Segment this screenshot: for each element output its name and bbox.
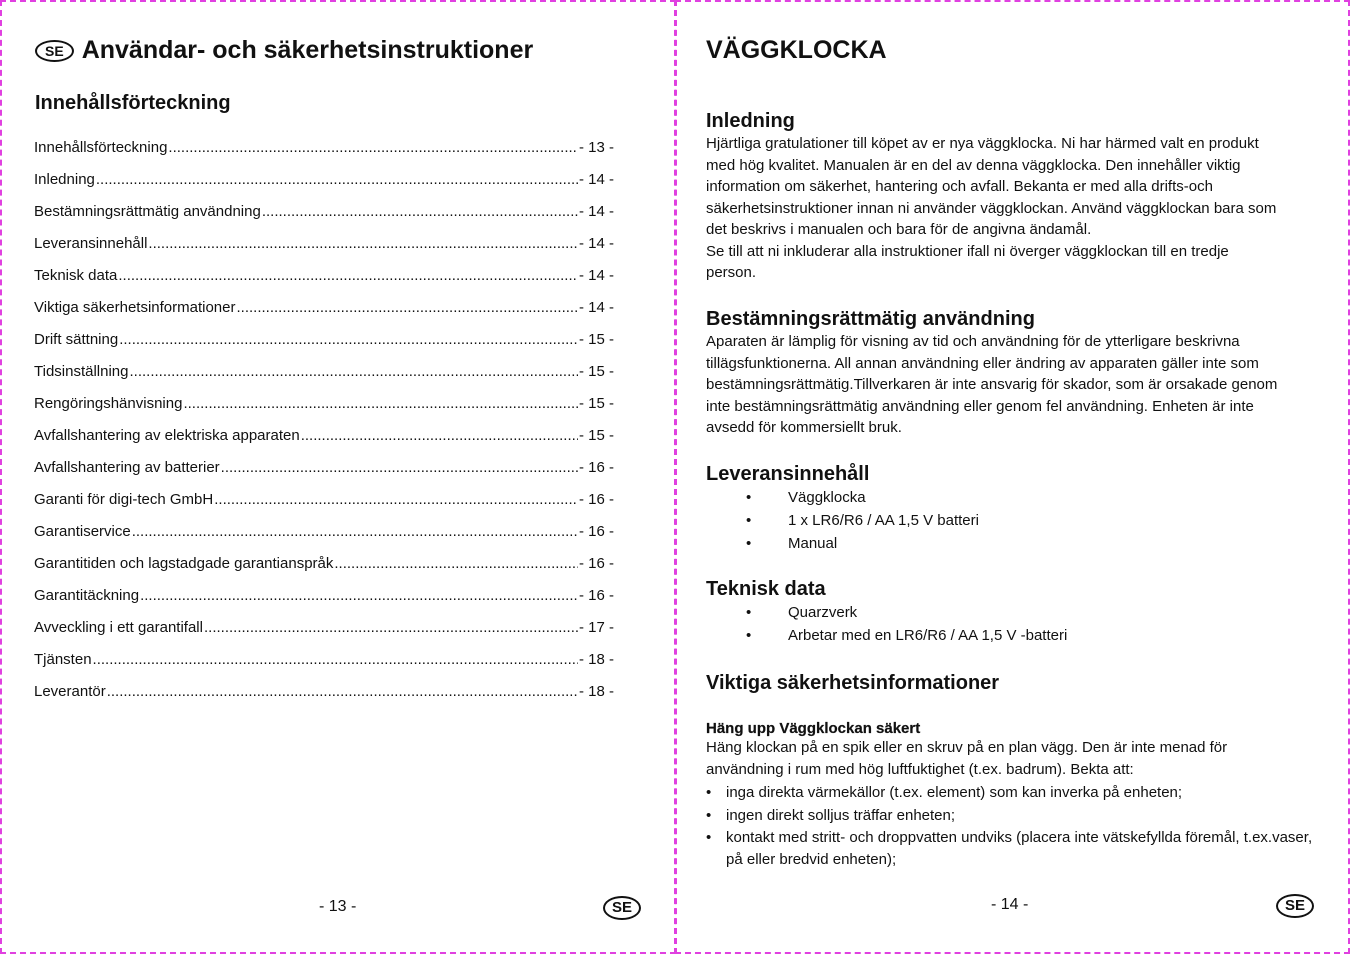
toc-entry — [34, 587, 614, 619]
toc-leader-dots — [262, 203, 578, 220]
toc-entry — [34, 523, 614, 555]
table-of-contents — [34, 139, 614, 715]
page-number: - 14 - — [991, 896, 1029, 913]
toc-entry — [34, 171, 614, 203]
toc-leader-dots — [93, 651, 578, 668]
bullet-icon: • — [746, 535, 752, 552]
list-item-text: Manual — [788, 535, 838, 552]
toc-entry-label: Leveransinnehåll — [34, 235, 148, 252]
section-inledning — [706, 110, 1318, 284]
section-text — [706, 737, 1318, 780]
list-item — [706, 509, 1318, 532]
toc-entry-label: Garantitiden och lagstadgade garantianspråk — [34, 555, 334, 572]
section-sakerhet — [706, 672, 1318, 871]
list-item-text: Väggklocka — [788, 489, 866, 506]
toc-entry-page: - 14 - — [578, 299, 614, 316]
section-heading: Leveransinnehåll — [706, 463, 870, 485]
toc-entry-page: - 17 - — [578, 619, 614, 636]
toc-entry-label: Viktiga säkerhetsinformationer — [34, 299, 236, 316]
toc-entry-page: - 15 - — [578, 331, 614, 348]
toc-entry — [34, 331, 614, 363]
toc-entry-label: Drift sättning — [34, 331, 119, 348]
section-heading: Viktiga säkerhetsinformationer — [706, 672, 1000, 694]
bullet-list — [706, 486, 1318, 555]
toc-entry-label: Leverantör — [34, 683, 106, 700]
toc-entry-page: - 14 - — [578, 171, 614, 188]
toc-leader-dots — [334, 555, 578, 572]
toc-entry-page: - 14 - — [578, 267, 614, 284]
text-line: Häng klockan på en spik eller en skruv på en plan vägg. Den är inte menad för — [706, 739, 1228, 756]
list-item-text: Quarzverk — [788, 604, 858, 621]
page-title: Användar- och säkerhetsinstruktioner — [81, 36, 534, 64]
toc-entry-label: Avveckling i ett garantifall — [34, 619, 203, 636]
toc-heading: Innehållsförteckning — [35, 92, 231, 114]
toc-entry-label: Teknisk data — [34, 267, 118, 284]
list-item — [706, 827, 1318, 870]
toc-entry-page: - 14 - — [578, 235, 614, 252]
toc-entry — [34, 139, 614, 171]
bullet-icon: • — [746, 512, 752, 529]
list-item — [706, 532, 1318, 555]
text-line: bestämningsrättmätig.Tillverkaren är inte ansvarig för skador, som är orsakade genom — [706, 376, 1278, 393]
left-title-row — [35, 36, 533, 65]
list-item-text: Arbetar med en LR6/R6 / AA 1,5 V -batteri — [788, 627, 1068, 644]
list-item — [706, 601, 1318, 624]
toc-entry-label: Avfallshantering av elektriska apparaten — [34, 427, 300, 444]
language-badge: SE — [603, 896, 641, 920]
list-item — [706, 486, 1318, 509]
bullet-icon: • — [746, 604, 752, 621]
text-line: information om säkerhet, hantering och avfall. Bekanta er med alla drifts-och — [706, 178, 1213, 195]
toc-entry — [34, 427, 614, 459]
footer-language-badge — [1276, 894, 1314, 918]
footer-language-badge — [603, 896, 641, 920]
text-line: tillägsfunktionerna. All annan användning eller ändring av apparaten gäller inte som — [706, 354, 1259, 372]
toc-entry-label: Garantiservice — [34, 523, 131, 540]
text-line: användning i rum med hög luftfuktighet (t.ex. badrum). Bekta att: — [706, 760, 1134, 778]
bullet-icon: • — [706, 829, 712, 846]
page-number: - 13 - — [319, 898, 357, 915]
toc-leader-dots — [118, 267, 578, 284]
section-heading: Teknisk data — [706, 578, 826, 600]
toc-entry-label: Bestämningsrättmätig användning — [34, 203, 261, 220]
toc-leader-dots — [221, 459, 578, 476]
toc-leader-dots — [204, 619, 578, 636]
toc-entry — [34, 299, 614, 331]
toc-entry-page: - 15 - — [578, 363, 614, 380]
toc-entry — [34, 267, 614, 299]
text-line: med hög kvalitet. Manualen är en del av denna väggklocka. Den innehåller viktig — [706, 156, 1241, 174]
toc-entry-page: - 16 - — [578, 459, 614, 476]
toc-leader-dots — [130, 363, 578, 380]
bullet-icon: • — [706, 806, 712, 824]
text-line: det beskrivs i manualen och bara för de angivna ändamål. — [706, 221, 1092, 238]
toc-entry — [34, 491, 614, 523]
list-item-text: 1 x LR6/R6 / AA 1,5 V batteri — [788, 512, 979, 529]
toc-entry-label: Inledning — [34, 171, 95, 188]
list-item-text: inga direkta värmekällor (t.ex. element) som kan inverka på enheten; — [726, 784, 1183, 801]
list-item — [706, 624, 1318, 647]
section-teknisk — [706, 578, 1318, 647]
toc-entry — [34, 459, 614, 491]
toc-entry-page: - 18 - — [578, 651, 614, 668]
toc-entry — [34, 235, 614, 267]
text-line: inte bestämningsrättmätig användning eller genom fel användning. Enheten är inte — [706, 397, 1254, 415]
bullet-icon: • — [746, 489, 752, 506]
section-bestamning — [706, 308, 1318, 439]
toc-entry — [34, 651, 614, 683]
subheading: Häng upp Väggklockan säkert — [706, 720, 921, 737]
toc-entry — [34, 555, 614, 587]
list-item — [706, 782, 1318, 804]
toc-leader-dots — [168, 139, 578, 156]
toc-entry-page: - 18 - — [578, 683, 614, 700]
toc-leader-dots — [214, 491, 578, 508]
bullet-list — [706, 782, 1318, 870]
text-line: person. — [706, 264, 757, 281]
toc-entry — [34, 363, 614, 395]
toc-entry-label: Tidsinställning — [34, 363, 129, 380]
text-line: avsedd för kommersiellt bruk. — [706, 419, 902, 436]
page-title: VÄGGKLOCKA — [706, 36, 887, 64]
toc-entry-label: Garanti för digi-tech GmbH — [34, 491, 214, 508]
toc-entry — [34, 683, 614, 715]
section-heading: Inledning — [706, 110, 795, 132]
toc-leader-dots — [237, 299, 578, 316]
toc-leader-dots — [132, 523, 578, 540]
toc-entry-page: - 15 - — [578, 395, 614, 412]
toc-entry-page: - 16 - — [578, 555, 614, 572]
text-line: Hjärtliga gratulationer till köpet av er nya väggklocka. Ni har härmed valt en produkt — [706, 135, 1259, 152]
toc-entry-page: - 16 - — [578, 523, 614, 540]
list-item — [706, 805, 1318, 827]
toc-leader-dots — [140, 587, 578, 604]
text-line: Aparaten är lämplig för visning av tid och användning för de ytterligare beskrivna — [706, 333, 1240, 350]
toc-entry-label: Innehållsförteckning — [34, 139, 168, 156]
toc-entry-label: Rengöringshänvisning — [34, 395, 183, 412]
section-text — [706, 133, 1318, 284]
toc-entry-page: - 14 - — [578, 203, 614, 220]
toc-leader-dots — [96, 171, 578, 188]
toc-entry — [34, 619, 614, 651]
toc-leader-dots — [301, 427, 578, 444]
toc-leader-dots — [119, 331, 578, 348]
language-badge: SE — [1276, 894, 1314, 918]
section-text — [706, 331, 1318, 439]
toc-entry — [34, 395, 614, 427]
text-line: Se till att ni inkluderar alla instruktioner ifall ni överger väggklockan till en tredje — [706, 242, 1229, 260]
section-leverans — [706, 463, 1318, 555]
list-item-text: kontakt med stritt- och droppvatten undviks (placera inte vätskefyllda föremål, t.ex.vaser, på eller bredvid enheten); — [726, 829, 1313, 868]
toc-leader-dots — [148, 235, 578, 252]
bullet-icon: • — [706, 784, 712, 801]
toc-entry-page: - 13 - — [578, 139, 614, 156]
section-heading: Bestämningsrättmätig användning — [706, 308, 1035, 330]
toc-entry-label: Avfallshantering av batterier — [34, 459, 220, 476]
bullet-list — [706, 601, 1318, 647]
toc-leader-dots — [107, 683, 578, 700]
toc-entry-page: - 16 - — [578, 491, 614, 508]
language-badge: SE — [35, 40, 74, 62]
toc-entry-page: - 16 - — [578, 587, 614, 604]
toc-entry-label: Tjänsten — [34, 651, 92, 668]
text-line: säkerhetsinstruktioner innan ni använder väggklockan. Använd väggklockan bara som — [706, 199, 1277, 217]
bullet-icon: • — [746, 627, 752, 644]
right-title — [706, 36, 1318, 65]
toc-leader-dots — [183, 395, 578, 412]
list-item-text: ingen direkt solljus träffar enheten; — [726, 806, 956, 824]
toc-entry-label: Garantitäckning — [34, 587, 140, 604]
toc-entry-page: - 15 - — [578, 427, 614, 444]
toc-entry — [34, 203, 614, 235]
